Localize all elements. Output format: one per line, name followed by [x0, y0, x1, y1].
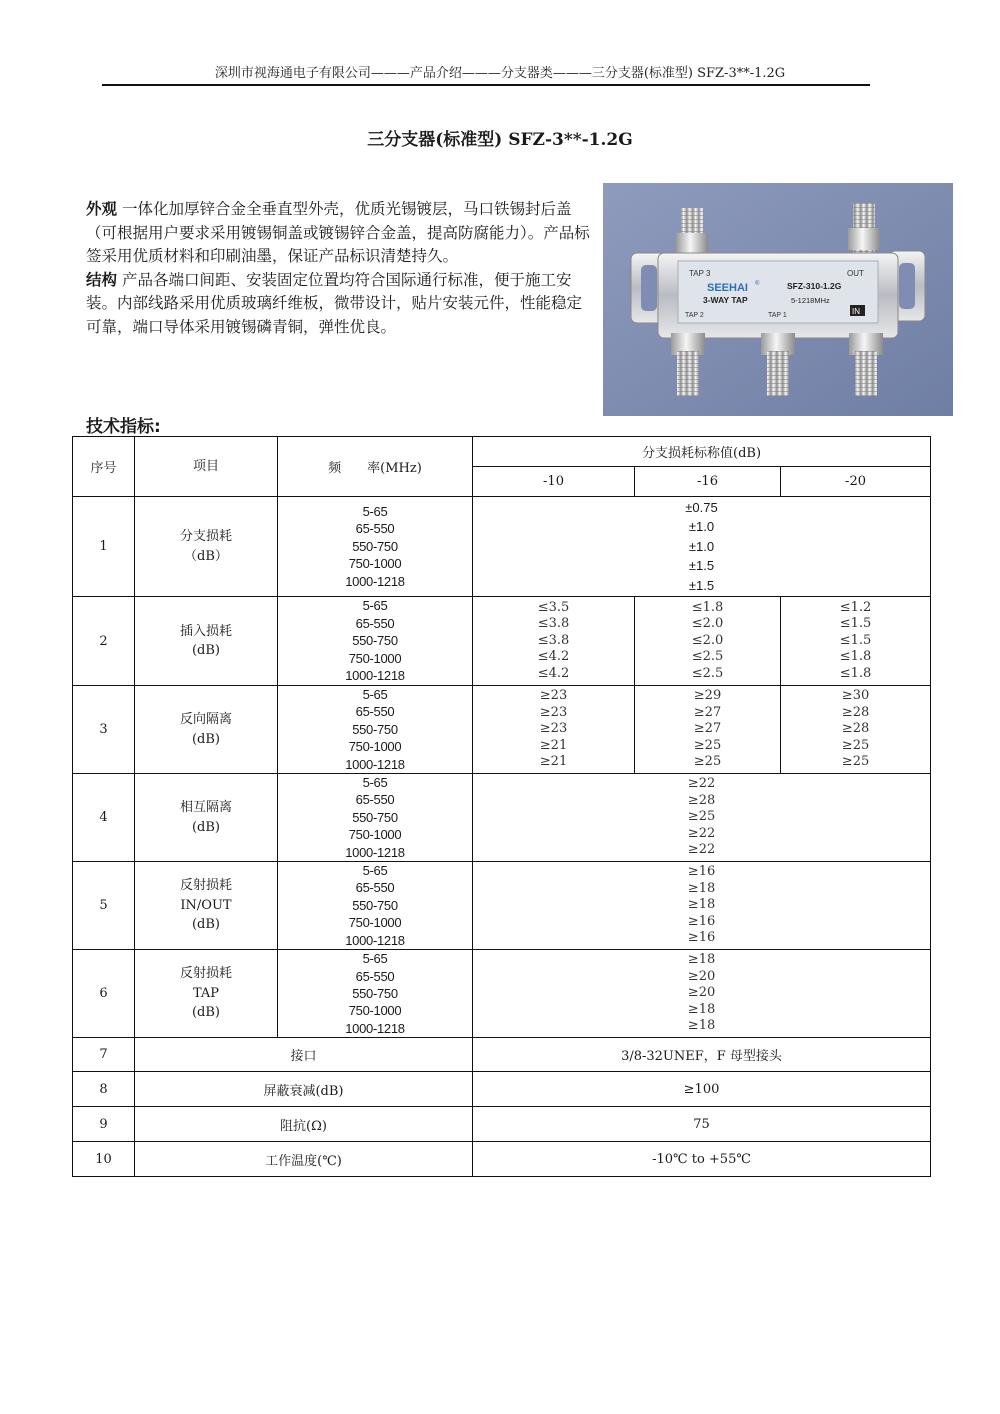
- row-merged-values-line: ≥16: [687, 864, 716, 880]
- row-item-line: IN/OUT: [180, 897, 232, 913]
- row-col-values-line: ≥21: [539, 754, 568, 770]
- row-item: [135, 774, 278, 862]
- row-item: 阻抗(Ω): [135, 1107, 473, 1142]
- header-no: 序号: [73, 437, 135, 497]
- row-value: 75: [473, 1107, 931, 1142]
- port-label-tap2: TAP 2: [685, 312, 704, 319]
- row-value: ≥100: [473, 1072, 931, 1107]
- row-merged-values-line: ≥18: [687, 880, 716, 896]
- product-description: [86, 198, 591, 339]
- row-freq-line: 5-65: [362, 503, 388, 519]
- row-item: 接口: [135, 1038, 473, 1072]
- row-item: 工作温度(℃): [135, 1142, 473, 1177]
- port-label-tap1: TAP 1: [768, 312, 787, 319]
- table-row: [73, 1142, 931, 1177]
- table-row: [73, 597, 931, 686]
- label-model: SFZ-310-1.2G: [787, 281, 842, 291]
- row-freq-line: 1000-1218: [345, 1020, 405, 1036]
- appearance-paragraph: [86, 198, 591, 269]
- row-freq-line: 65-550: [355, 968, 395, 984]
- header-freq: 频 率(MHz): [278, 437, 473, 497]
- row-col-values-line: ≥27: [693, 721, 722, 737]
- row-col-values-line: ≤1.5: [839, 632, 872, 648]
- row-col-values-line: ≥23: [539, 704, 568, 720]
- label-type: 3-WAY TAP: [703, 295, 748, 305]
- row-merged-values-line: ≥28: [687, 792, 716, 808]
- port-label-in: IN: [852, 307, 860, 316]
- row-item-line: TAP: [192, 985, 220, 1001]
- row-freq-line: 1000-1218: [345, 573, 405, 589]
- row-col-values: [635, 686, 781, 774]
- row-col-values-line: ≤1.8: [839, 665, 872, 681]
- row-freq-line: 550-750: [352, 809, 398, 825]
- row-col-values-line: ≥23: [539, 721, 568, 737]
- row-freq: [278, 950, 473, 1038]
- row-col-values-line: ≥27: [693, 704, 722, 720]
- row-item-line: 分支损耗: [179, 529, 232, 544]
- row-col-values-line: ≥25: [841, 754, 870, 770]
- row-merged-values-line: ≥18: [687, 897, 716, 913]
- row-item-line: (dB): [191, 1005, 221, 1021]
- row-freq-line: 550-750: [352, 538, 398, 554]
- row-col-values-line: ≤1.5: [839, 616, 872, 632]
- row-col-values-line: ≤2.0: [691, 632, 724, 648]
- row-col-values-line: ≥30: [841, 688, 870, 704]
- row-col-values-line: ≥21: [539, 737, 568, 753]
- row-value: -10℃ to +55℃: [473, 1142, 931, 1177]
- row-freq-line: 1000-1218: [345, 756, 405, 772]
- row-freq-line: 65-550: [355, 615, 395, 631]
- row-col-values-line: ≤3.8: [537, 616, 570, 632]
- table-row: [73, 1072, 931, 1107]
- row-merged-values-line: ±1.5: [688, 558, 715, 574]
- row-col-values: [473, 597, 635, 686]
- table-row: [73, 862, 931, 950]
- spec-heading: 技术指标:: [86, 417, 161, 437]
- row-freq-line: 5-65: [362, 863, 388, 879]
- row-freq-line: 750-1000: [348, 556, 402, 572]
- row-no: 3: [73, 686, 135, 774]
- appearance-label: 外观: [86, 200, 118, 218]
- row-merged-values-line: ≥22: [687, 776, 716, 792]
- row-freq-line: 5-65: [362, 775, 388, 791]
- row-merged-values-line: ≥22: [687, 842, 716, 858]
- row-freq-line: 1000-1218: [345, 932, 405, 948]
- row-col-values-line: ≤1.8: [691, 599, 724, 615]
- row-no: 4: [73, 774, 135, 862]
- subheader-cell: -16: [635, 467, 781, 497]
- row-item-line: 插入损耗: [179, 623, 232, 639]
- row-merged-values: [473, 497, 931, 597]
- row-freq-line: 550-750: [352, 897, 398, 913]
- table-row: [73, 1107, 931, 1142]
- row-merged-values-line: ≥16: [687, 913, 716, 929]
- row-item-line: (dB): [191, 643, 221, 658]
- product-photo: [603, 183, 953, 416]
- row-col-values-line: ≥25: [841, 737, 870, 753]
- header-group: 分支损耗标称值(dB): [473, 437, 931, 467]
- row-freq-line: 65-550: [355, 521, 395, 537]
- row-merged-values-line: ≥18: [687, 952, 716, 968]
- port-label-tap3: TAP 3: [689, 269, 711, 278]
- row-col-values-line: ≥28: [841, 704, 870, 720]
- row-freq-line: 750-1000: [348, 650, 402, 666]
- row-item: [135, 597, 278, 686]
- row-freq-line: 750-1000: [348, 915, 402, 931]
- row-col-values-line: ≤2.5: [691, 665, 724, 681]
- row-item-line: (dB): [191, 731, 221, 747]
- appearance-text: 一体化加厚锌合金全垂直型外壳，优质光锡镀层，马口铁锡封后盖（可根据用户要求采用镀锡铜盖或镀锡锌合金盖，提高防腐能力）。产品标签采用优质材料和印刷油墨，保证产品标识清楚持久。: [86, 200, 590, 265]
- row-merged-values: [473, 862, 931, 950]
- row-item-line: (dB): [191, 917, 221, 933]
- row-freq-line: 750-1000: [348, 1003, 402, 1019]
- row-col-values-line: ≤4.2: [537, 665, 570, 681]
- row-merged-values: [473, 950, 931, 1038]
- row-freq-line: 65-550: [355, 880, 395, 896]
- row-no: 6: [73, 950, 135, 1038]
- row-col-values-line: ≤4.2: [537, 649, 570, 665]
- row-merged-values-line: ≥18: [687, 1018, 716, 1034]
- row-col-values-line: ≤1.2: [839, 599, 872, 615]
- row-col-values: [473, 686, 635, 774]
- row-merged-values-line: ±1.5: [688, 577, 715, 593]
- row-merged-values-line: ≥16: [687, 930, 716, 946]
- row-merged-values-line: ≥20: [687, 985, 716, 1001]
- page-header: 深圳市视海通电子有限公司———产品介绍———分支器类———三分支器(标准型) SFZ-3**-1.2G: [214, 66, 786, 81]
- row-col-values-line: ≥28: [841, 721, 870, 737]
- row-col-values: [781, 597, 931, 686]
- structure-paragraph: [86, 269, 591, 340]
- row-merged-values-line: ≥20: [687, 968, 716, 984]
- port-label-out: OUT: [847, 269, 864, 278]
- row-merged-values-line: ±1.0: [688, 519, 715, 535]
- row-col-values-line: ≥25: [693, 754, 722, 770]
- row-freq: [278, 686, 473, 774]
- row-no: 5: [73, 862, 135, 950]
- row-no: 9: [73, 1107, 135, 1142]
- label-freq: 5-1218MHz: [791, 296, 830, 305]
- brand-registered-mark: ®: [755, 281, 760, 287]
- row-item: [135, 497, 278, 597]
- structure-label: 结构: [86, 270, 118, 289]
- row-freq: [278, 774, 473, 862]
- row-col-values-line: ≥25: [693, 737, 722, 753]
- row-col-values-line: ≤2.0: [691, 616, 724, 632]
- row-freq-line: 550-750: [352, 633, 398, 649]
- row-item: [135, 862, 278, 950]
- row-col-values-line: ≥23: [539, 688, 568, 704]
- table-row: [73, 686, 931, 774]
- row-no: 8: [73, 1072, 135, 1107]
- row-col-values-line: ≥29: [693, 688, 722, 704]
- row-no: 1: [73, 497, 135, 597]
- row-merged-values-line: ≥18: [687, 1001, 716, 1017]
- row-freq-line: 65-550: [355, 704, 395, 720]
- row-freq: [278, 862, 473, 950]
- header-item: 项目: [135, 437, 278, 497]
- row-item-line: (dB): [191, 819, 221, 835]
- row-freq-line: 550-750: [352, 721, 398, 737]
- row-item-line: 相互隔离: [179, 800, 232, 816]
- row-col-values: [635, 597, 781, 686]
- row-item: [135, 686, 278, 774]
- row-freq-line: 5-65: [362, 951, 388, 967]
- row-item: 屏蔽衰减(dB): [135, 1072, 473, 1107]
- row-no: 10: [73, 1142, 135, 1177]
- row-col-values: [781, 686, 931, 774]
- row-no: 2: [73, 597, 135, 686]
- row-merged-values-line: ±1.0: [688, 538, 715, 554]
- row-item-line: （dB）: [184, 548, 228, 564]
- brand-logo: SEEHAI: [707, 282, 748, 294]
- subheader-cell: -10: [473, 467, 635, 497]
- table-row: [73, 950, 931, 1038]
- row-freq-line: 750-1000: [348, 739, 402, 755]
- row-freq-line: 1000-1218: [345, 844, 405, 860]
- row-merged-values-line: ±0.75: [685, 499, 718, 515]
- row-value: 3/8-32UNEF，F 母型接头: [473, 1038, 931, 1072]
- row-col-values-line: ≤2.5: [691, 649, 724, 665]
- row-freq-line: 1000-1218: [345, 668, 405, 684]
- row-col-values-line: ≤3.8: [537, 632, 570, 648]
- row-freq-line: 65-550: [355, 792, 395, 808]
- row-item: [135, 950, 278, 1038]
- row-freq: [278, 597, 473, 686]
- table-row: [73, 1038, 931, 1072]
- row-freq-line: 750-1000: [348, 827, 402, 843]
- header-rule: [102, 84, 870, 86]
- row-merged-values-line: ≥25: [687, 809, 716, 825]
- row-col-values-line: ≤1.8: [839, 649, 872, 665]
- row-item-line: 反射损耗: [179, 966, 232, 982]
- row-no: 7: [73, 1038, 135, 1072]
- row-freq-line: 550-750: [352, 985, 398, 1001]
- subheader-cell: -20: [781, 467, 931, 497]
- table-row: [73, 497, 931, 597]
- row-merged-values-line: ≥22: [687, 825, 716, 841]
- row-item-line: 反向隔离: [179, 712, 232, 728]
- table-row: [73, 774, 931, 862]
- row-freq-line: 5-65: [362, 687, 388, 702]
- table-header-row: [73, 437, 931, 467]
- row-freq: [278, 497, 473, 597]
- row-freq-line: 5-65: [362, 598, 388, 614]
- row-item-line: 反射损耗: [179, 878, 232, 894]
- spec-table: [72, 436, 931, 1177]
- page-title: 三分支器(标准型) SFZ-3**-1.2G: [367, 130, 633, 150]
- structure-text: 产品各端口间距、安装固定位置均符合国际通行标准，便于施工安装。内部线路采用优质玻璃纤维板，微带设计，贴片安装元件，性能稳定可靠，端口导体采用镀锡磷青铜，弹性优良。: [86, 270, 583, 336]
- row-merged-values: [473, 774, 931, 862]
- row-col-values-line: ≤3.5: [537, 599, 570, 615]
